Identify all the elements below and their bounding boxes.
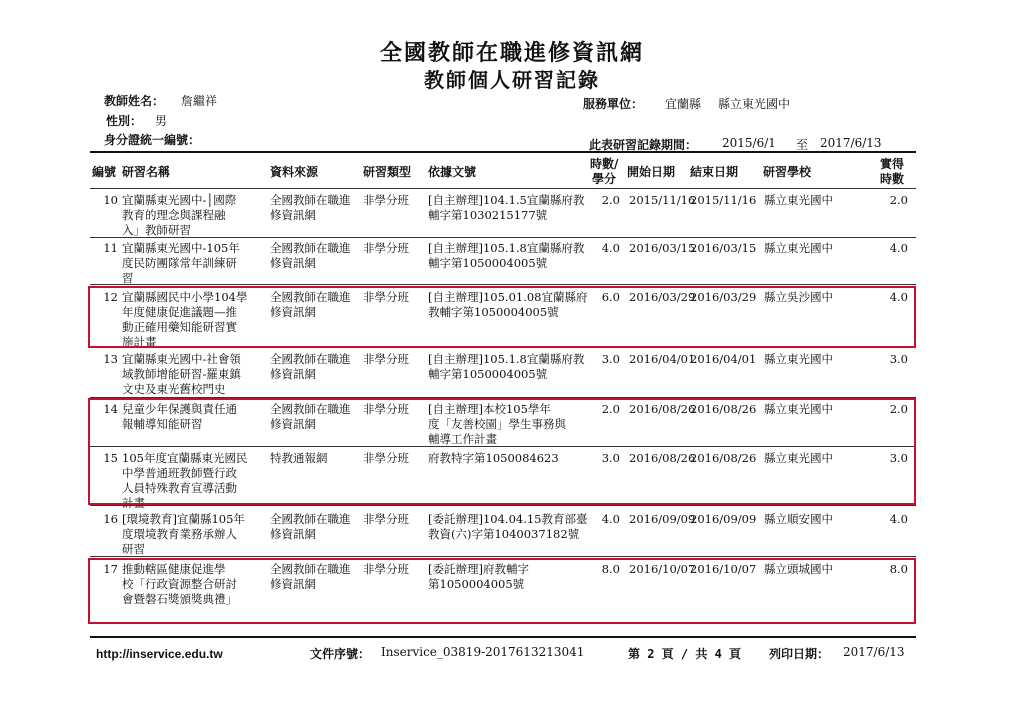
cell-credit: 4.0 [889,512,908,526]
cell-end: 2016/03/29 [690,290,757,304]
cell-no: 15 [103,451,118,465]
period-end: 2017/6/13 [820,136,882,150]
cell-basis: [自主辦理]105.1.8宜蘭縣府教 輔字第1050004005號 [428,241,585,270]
gender-label: 性別： [106,114,143,128]
cell-start: 2016/09/09 [629,512,696,526]
cell-credit: 2.0 [889,402,908,416]
gender-value: 男 [155,114,168,128]
header-no: 編號 [92,165,117,179]
period-label: 此表研習記錄期間： [589,138,698,152]
cell-no: 10 [103,193,118,207]
cell-name: [環境教育]宜蘭縣105年 度環境教育業務承辦人 研習 [122,512,245,556]
cell-basis: [自主辦理]104.1.5宜蘭縣府教 輔字第1030215177號 [428,193,585,222]
cell-name: 宜蘭縣東光國中-105年 度民防團隊常年訓練研 習 [122,241,240,285]
period-to: 至 [796,138,809,152]
header-start: 開始日期 [627,165,676,179]
unit-county: 宜蘭縣 [665,97,702,111]
cell-school: 縣立東光國中 [764,193,833,207]
cell-no: 14 [103,402,118,416]
header-basis: 依據文號 [428,165,477,179]
cell-no: 16 [103,512,118,526]
footer-doc-label: 文件序號： [310,647,371,661]
cell-hours: 8.0 [601,562,620,576]
cell-hours: 3.0 [601,451,620,465]
cell-start: 2016/03/29 [629,290,696,304]
cell-start: 2016/03/15 [629,241,696,255]
cell-hours: 4.0 [601,241,620,255]
footer-url: http://inservice.edu.tw [96,647,223,661]
cell-source: 全國教師在職進 修資訊網 [270,193,351,222]
cell-basis: [自主辦理]105.01.08宜蘭縣府 教輔字第1050004005號 [428,290,588,319]
teacher-name: 詹繼祥 [181,94,218,108]
cell-source: 全國教師在職進 修資訊網 [270,241,351,270]
cell-start: 2016/10/07 [629,562,696,576]
cell-source: 特教通報網 [270,451,328,465]
cell-credit: 4.0 [889,290,908,304]
cell-start: 2016/08/26 [629,402,696,416]
cell-basis: [委託辦理]府教輔字 第1050004005號 [428,562,529,591]
cell-school: 縣立東光國中 [764,241,833,255]
page-subtitle: 教師個人研習記錄 [424,68,600,92]
cell-type: 非學分班 [363,562,409,576]
header-hours-2: 學分 [592,172,617,186]
cell-source: 全國教師在職進 修資訊網 [270,352,351,381]
cell-credit: 3.0 [889,352,908,366]
cell-type: 非學分班 [363,352,409,366]
highlight-box [88,286,916,348]
header-source: 資料來源 [270,165,319,179]
cell-name: 兒童少年保護與責任通 報輔導知能研習 [122,402,237,431]
cell-credit: 2.0 [889,193,908,207]
cell-school: 縣立頭城國中 [764,562,833,576]
cell-school: 縣立順安國中 [764,512,833,526]
cell-type: 非學分班 [363,451,409,465]
cell-start: 2016/04/01 [629,352,696,366]
cell-end: 2016/10/07 [690,562,757,576]
cell-name: 宜蘭縣國民中小學104學 年度健康促進議題—推 動正確用藥知能研習實 施計畫 [122,290,248,349]
unit-label: 服務單位： [583,97,644,111]
cell-type: 非學分班 [363,512,409,526]
cell-basis: 府教特字第1050084623 [428,451,559,465]
footer-doc-no: Inservice_03819-2017613213041 [381,645,585,659]
cell-type: 非學分班 [363,402,409,416]
cell-name: 宜蘭縣東光國中-│國際 教育的理念與課程融 入」教師研習 [122,193,237,237]
cell-credit: 4.0 [889,241,908,255]
cell-end: 2016/03/15 [690,241,757,255]
cell-hours: 3.0 [601,352,620,366]
cell-source: 全國教師在職進 修資訊網 [270,402,351,431]
cell-hours: 2.0 [601,193,620,207]
cell-start: 2016/08/26 [629,451,696,465]
cell-end: 2015/11/16 [690,193,757,207]
cell-name: 推動轄區健康促進學 校「行政資源整合研討 會暨磐石獎頒獎典禮」 [122,562,237,606]
cell-type: 非學分班 [363,241,409,255]
cell-no: 13 [103,352,118,366]
cell-end: 2016/08/26 [690,451,757,465]
table-bottom-rule [90,636,916,638]
unit-school: 縣立東光國中 [718,97,791,111]
period-start: 2015/6/1 [722,136,776,150]
cell-no: 11 [103,241,118,255]
cell-type: 非學分班 [363,193,409,207]
table-top-rule [90,151,916,153]
cell-end: 2016/04/01 [690,352,757,366]
id-label: 身分證統一編號： [104,133,201,147]
cell-name: 宜蘭縣東光國中-社會領 域教師增能研習-羅東鎮 文史及東光舊校門史 [122,352,241,396]
page-title: 全國教師在職進修資訊網 [379,40,644,66]
cell-end: 2016/09/09 [690,512,757,526]
cell-basis: [自主辦理]本校105學年 度「友善校園」學生事務與 輔導工作計畫 [428,402,566,446]
cell-type: 非學分班 [363,290,409,304]
cell-source: 全國教師在職進 修資訊網 [270,562,351,591]
cell-end: 2016/08/26 [690,402,757,416]
cell-no: 12 [103,290,118,304]
cell-school: 縣立東光國中 [764,451,833,465]
cell-source: 全國教師在職進 修資訊網 [270,290,351,319]
cell-source: 全國教師在職進 修資訊網 [270,512,351,541]
header-hours-1: 時數/ [590,157,619,171]
header-type: 研習類型 [363,165,412,179]
highlight-box [88,398,916,505]
highlight-box [88,558,916,624]
cell-name: 105年度宜蘭縣東光國民 中學普通班教師暨行政 人員特殊教育宣導活動 計畫 [122,451,248,510]
cell-no: 17 [103,562,118,576]
header-name: 研習名稱 [122,165,171,179]
footer-page: 第 2 頁 / 共 4 頁 [628,647,742,661]
cell-hours: 4.0 [601,512,620,526]
name-label: 教師姓名： [104,94,165,108]
cell-school: 縣立東光國中 [764,352,833,366]
cell-school: 縣立東光國中 [764,402,833,416]
header-bottom-rule [90,188,916,189]
cell-school: 縣立吳沙國中 [764,290,833,304]
header-credit-2: 時數 [880,172,905,186]
cell-basis: [自主辦理]105.1.8宜蘭縣府教 輔字第1050004005號 [428,352,585,381]
cell-hours: 2.0 [601,402,620,416]
header-end: 結束日期 [690,165,739,179]
cell-hours: 6.0 [601,290,620,304]
cell-credit: 3.0 [889,451,908,465]
cell-start: 2015/11/16 [629,193,696,207]
footer-print-label: 列印日期： [769,647,830,661]
header-school: 研習學校 [763,165,812,179]
header-credit-1: 實得 [880,157,905,171]
cell-basis: [委託辦理]104.04.15教育部臺 教資(六)字第1040037182號 [428,512,588,541]
footer-print-date: 2017/6/13 [843,645,905,659]
cell-credit: 8.0 [889,562,908,576]
